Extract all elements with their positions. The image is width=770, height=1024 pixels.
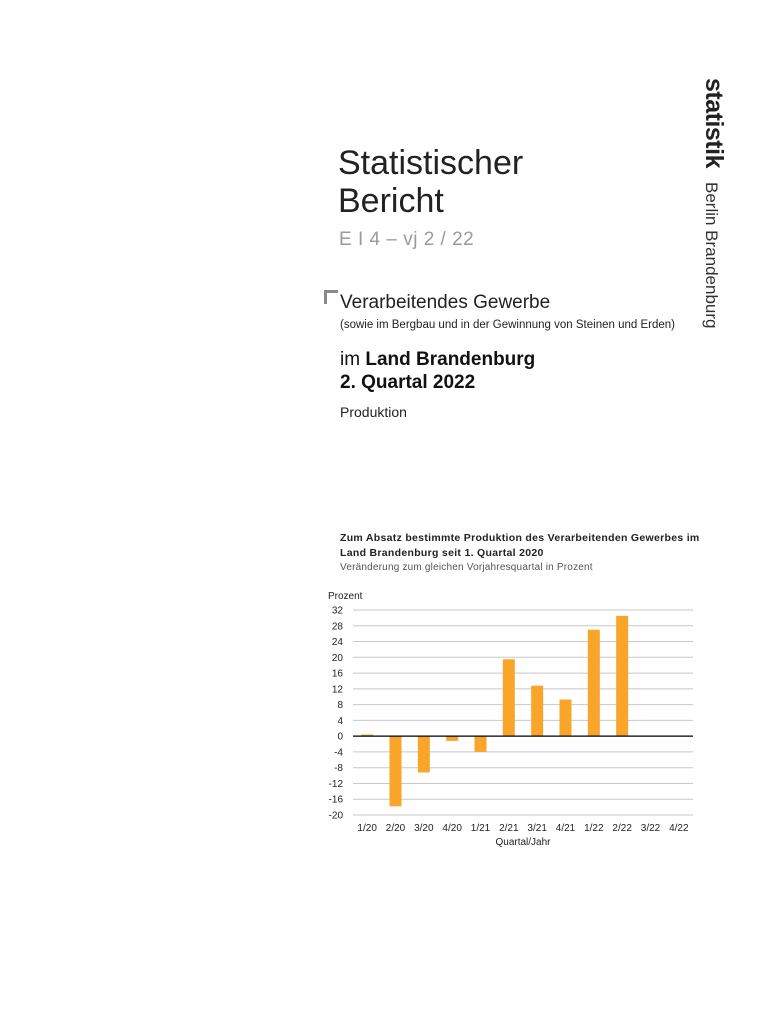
x-tick-label: 3/21 [527,823,547,834]
report-subject-note: (sowie im Bergbau und in der Gewinnung von Steinen und Erden) [340,319,675,331]
bar [616,616,628,736]
y-tick-label: -8 [334,763,343,775]
x-tick-label: 3/22 [640,823,661,834]
x-tick-label: 1/20 [357,823,377,834]
x-tick-label: 2/21 [499,823,519,834]
report-title-line1: Statistischer [338,144,524,182]
x-axis-label: Quartal/Jahr [495,837,551,848]
y-tick-label: 4 [337,715,343,727]
bar [560,699,572,736]
x-tick-label: 1/21 [470,823,491,834]
y-tick-label: -16 [328,794,343,806]
bar [446,736,458,741]
y-tick-label: 8 [337,700,343,712]
report-topic: Produktion [340,404,407,420]
x-tick-label: 1/22 [584,823,604,834]
report-code: E I 4 – vj 2 / 22 [339,229,475,250]
region-prefix: im [340,349,361,370]
chart-title: Zum Absatz bestimmte Produktion des Verarbeitenden Gewerbes im Land Brandenburg seit 1. Quartal 2020 [340,532,700,559]
brand-vertical [699,78,728,328]
y-tick-label: -4 [334,747,343,759]
report-title [338,144,523,220]
report-period: 2. Quartal 2022 [340,372,476,393]
bar [475,736,487,752]
bar [531,686,543,736]
report-region [340,347,535,372]
region-name: Land Brandenburg [365,349,536,370]
brand-region: Berlin Brandenburg [702,181,721,329]
y-axis-label: Prozent [328,591,363,602]
x-tick-label: 4/22 [669,823,689,834]
x-tick-label: 4/20 [442,823,462,834]
x-tick-label: 3/20 [414,823,434,834]
y-tick-label: 16 [331,668,343,680]
y-tick-label: -12 [328,778,343,790]
brand-name: statistik [700,78,728,168]
y-tick-label: 12 [331,684,343,696]
report-title-line2: Bericht [338,182,444,220]
report-subject: Verarbeitendes Gewerbe [340,292,551,313]
x-tick-label: 4/21 [555,823,576,834]
bar [588,630,600,736]
x-tick-label: 2/22 [612,823,632,834]
y-tick-label: -20 [328,810,343,822]
chart-subtitle: Veränderung zum gleichen Vorjahresquartal in Prozent [340,562,593,573]
y-tick-label: 28 [331,621,343,633]
bar [418,736,430,772]
bar [503,659,515,736]
y-tick-label: 24 [331,637,343,649]
x-tick-label: 2/20 [385,823,406,834]
bar [390,736,402,806]
y-tick-label: 20 [331,652,343,664]
corner-mark-icon [324,290,338,304]
y-tick-label: 0 [337,731,343,743]
bar-chart [325,586,715,886]
y-tick-label: 32 [331,605,343,617]
